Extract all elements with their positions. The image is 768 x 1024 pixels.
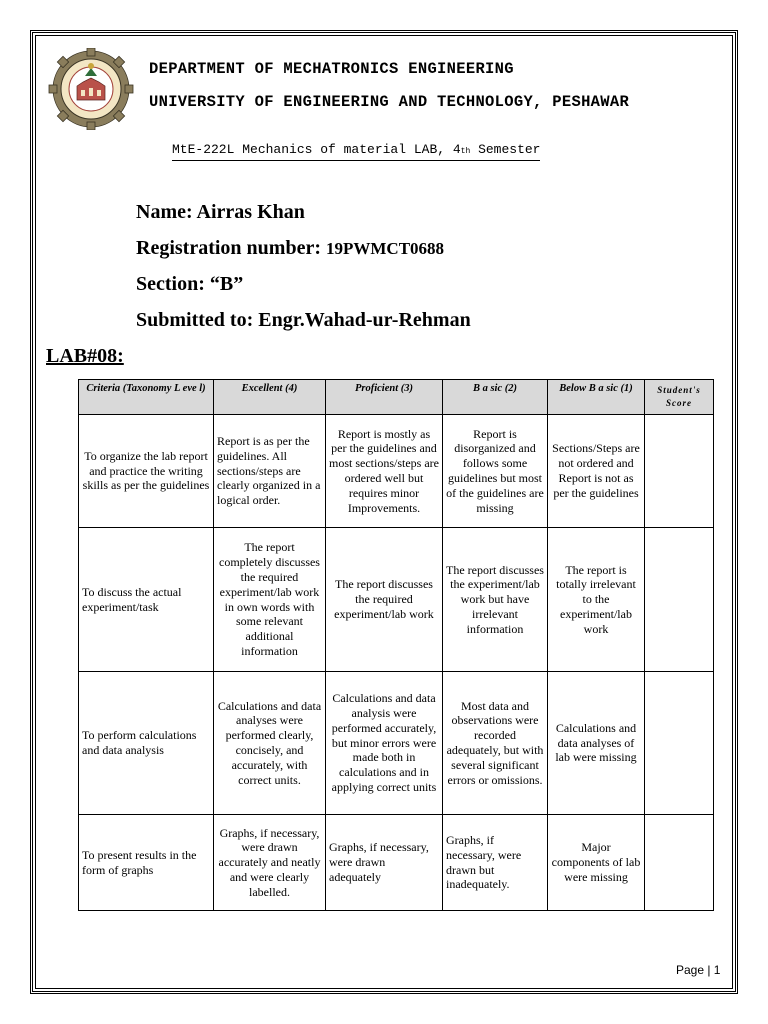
course-title-main: MtE-222L Mechanics of material LAB, 4 xyxy=(172,142,461,157)
university-seal-icon xyxy=(47,48,135,130)
score-cell xyxy=(645,672,714,815)
student-name-line xyxy=(136,201,305,224)
criteria-cell: To present results in the form of graphs xyxy=(79,815,214,911)
section-label: Section: xyxy=(136,273,205,295)
header-basic: B a sic (2) xyxy=(443,380,548,415)
university-title: UNIVERSITY OF ENGINEERING AND TECHNOLOGY, PESHAWAR xyxy=(149,93,630,111)
basic-cell: Most data and observations were recorded adequately, but with several significant errors or omissions. xyxy=(443,672,548,815)
registration-label: Registration number: xyxy=(136,237,321,259)
course-title-semester: Semester xyxy=(470,142,541,157)
page-number: Page | 1 xyxy=(676,963,721,977)
course-title-ordinal: th xyxy=(460,147,471,156)
student-name: Airras Khan xyxy=(196,201,305,223)
excellent-cell: The report completely discusses the required experiment/lab work in own words with some relevant additional information xyxy=(214,528,326,672)
below-basic-cell: Calculations and data analyses of lab were missing xyxy=(548,672,645,815)
proficient-cell: The report discusses the required experiment/lab work xyxy=(326,528,443,672)
basic-cell: The report discusses the experiment/lab work but have irrelevant information xyxy=(443,528,548,672)
table-row xyxy=(79,528,714,672)
excellent-cell: Calculations and data analyses were performed clearly, concisely, and accurately, with correct units. xyxy=(214,672,326,815)
criteria-cell: To discuss the actual experiment/task xyxy=(79,528,214,672)
below-basic-cell: The report is totally irrelevant to the experiment/lab work xyxy=(548,528,645,672)
excellent-cell: Report is as per the guidelines. All sections/steps are clearly organized in a logical order. xyxy=(214,415,326,528)
submitted-to-value: Engr.Wahad-ur-Rehman xyxy=(258,309,471,331)
rubric-header-row xyxy=(79,380,714,415)
registration-line xyxy=(136,237,444,260)
submitted-line xyxy=(136,309,471,332)
table-row xyxy=(79,815,714,911)
lab-title: LAB#08: xyxy=(46,345,124,367)
rubric-table xyxy=(78,379,714,911)
score-cell xyxy=(645,415,714,528)
name-label: Name: xyxy=(136,201,193,223)
section-value: “B” xyxy=(209,273,244,295)
criteria-cell: To organize the lab report and practice the writing skills as per the guidelines xyxy=(79,415,214,528)
department-title: DEPARTMENT OF MECHATRONICS ENGINEERING xyxy=(149,60,514,78)
proficient-cell: Calculations and data analysis were performed accurately, but minor errors were made both in calculations and in applying correct units xyxy=(326,672,443,815)
below-basic-cell: Sections/Steps are not ordered and Report is not as per the guidelines xyxy=(548,415,645,528)
basic-cell: Report is disorganized and follows some guidelines but most of the guidelines are missing xyxy=(443,415,548,528)
criteria-cell: To perform calculations and data analysis xyxy=(79,672,214,815)
registration-number: 19PWMCT0688 xyxy=(325,239,445,258)
submitted-label: Submitted to: xyxy=(136,309,254,331)
table-row xyxy=(79,415,714,528)
proficient-cell: Report is mostly as per the guidelines and most sections/steps are ordered well but requires minor Improvements. xyxy=(326,415,443,528)
score-cell xyxy=(645,815,714,911)
section-line xyxy=(136,273,243,296)
basic-cell: Graphs, if necessary, were drawn but inadequately. xyxy=(443,815,548,911)
header-below-basic: Below B a sic (1) xyxy=(548,380,645,415)
header-criteria: Criteria (Taxonomy L eve l) xyxy=(79,380,214,415)
proficient-cell: Graphs, if necessary, were drawn adequately xyxy=(326,815,443,911)
below-basic-cell: Major components of lab were missing xyxy=(548,815,645,911)
table-row xyxy=(79,672,714,815)
excellent-cell: Graphs, if necessary, were drawn accurately and neatly and were clearly labelled. xyxy=(214,815,326,911)
score-cell xyxy=(645,528,714,672)
header-excellent: Excellent (4) xyxy=(214,380,326,415)
header-proficient: Proficient (3) xyxy=(326,380,443,415)
header-student-score: Student's Score xyxy=(645,380,714,415)
course-title xyxy=(172,142,540,161)
